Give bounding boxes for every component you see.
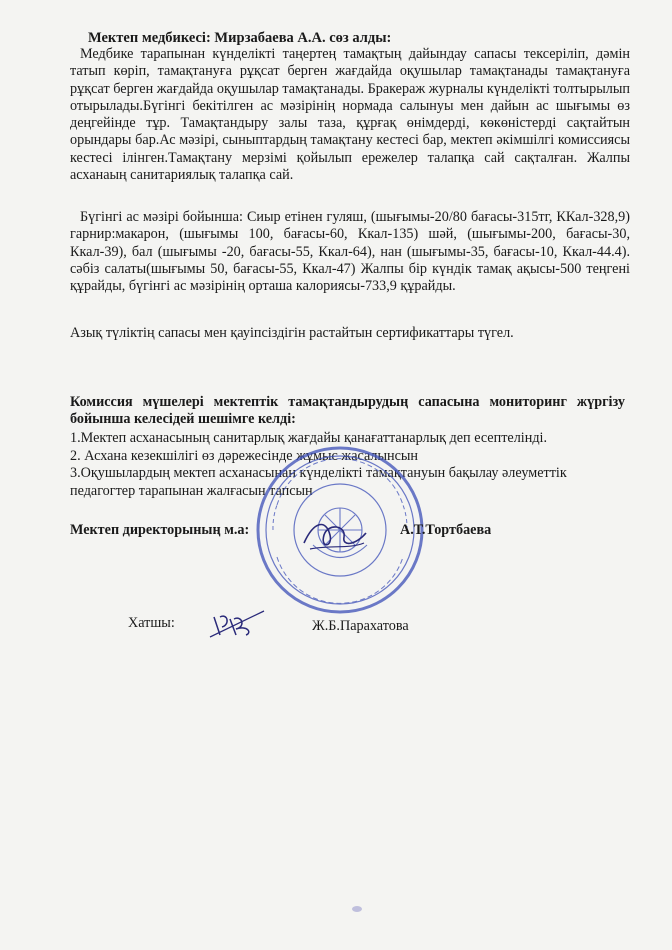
director-label: Мектеп директорының м.а: <box>70 522 250 538</box>
decision-item: 2. Асхана кезекшілігі өз дәрежесінде жұмыс жасалынсын <box>70 447 419 464</box>
paragraph-inspection <box>70 46 630 184</box>
director-name: А.Т.Тортбаева <box>400 522 492 538</box>
paragraph-menu <box>70 209 630 295</box>
ink-smudge <box>352 906 362 912</box>
nurse-heading: Мектеп медбикесі: Мирзабаева А.А. сөз алды: <box>88 30 392 46</box>
secretary-signature-line <box>128 615 448 632</box>
paragraph-certificates: Азық түліктің сапасы мен қауіпсіздігін растайтын сертификаттары түгел. <box>70 325 514 341</box>
secretary-name: Ж.Б.Парахатова <box>312 618 409 634</box>
decision-item: 3.Оқушылардың мектеп асханасынан күнделікті тамақтануын бақылау әлеуметтік педагогтер тарапынан жалғасын тапсын <box>70 465 567 499</box>
decision-item: 1.Мектеп асханасының санитарлық жағдайы қанағаттанарлық деп есептелінді. <box>70 430 548 446</box>
secretary-label: Хатшы: <box>128 615 175 631</box>
director-signature-line <box>70 522 520 539</box>
paragraph-inspection-text: Медбике тарапынан күнделікті таңертең тамақтың дайындау сапасы тексеріліп, дәмін татып көріп, тамақтануға рұқсат берген жағдайда оқушылар тамақтанады тамақтануға рұқсат берген жағдайда оқушылар тамақтанады. Бракераж журналы күнделікті толтырылып отырылады.Бүгінгі бекітілген ас мәзірінің нормада салынуы мен дайын ас шығымы өз деңгейінде тұр. Тамақтандыру залы таза, құрғақ өнімдерді, көкөністерді сақтайтын орындары бар.Ас мәзірі, сыныптардың тамақтану кестесі бар, мектеп әкімшілгі комиссиясы кестесі ілінген.Тамақтану мерзімі қойылып ережелер талапқа сай сақталған. Жалпы асханаың санитариялық талапқа сай. <box>70 46 630 184</box>
commission-title: Комиссия мүшелері мектептік тамақтандырудың сапасына мониторинг жүргізу бойынша келесідей шешімге келді: <box>70 394 625 427</box>
paragraph-menu-text: Бүгінгі ас мәзірі бойынша: Сиыр етінен гуляш, (шығымы-20/80 бағасы-315тг, ККал-328,9) гарнир:макарон, (шығымы 100, бағасы-60, Ккал-135) шәй, (шығымы-200, бағасы-30, Ккал-39), бал (шығымы -20, бағасы-55, Ккал-64), нан (шығымы-35, бағасы-10, Ккал-44.4). сәбіз салаты(шығымы 50, бағасы-55, Ккал-47) Жалпы бір күндік тамақ ақысы-500 теңгені құрайды, бүгінгі ас мәзірінің орташа калориясы-733,9 құрайды. <box>70 209 630 295</box>
